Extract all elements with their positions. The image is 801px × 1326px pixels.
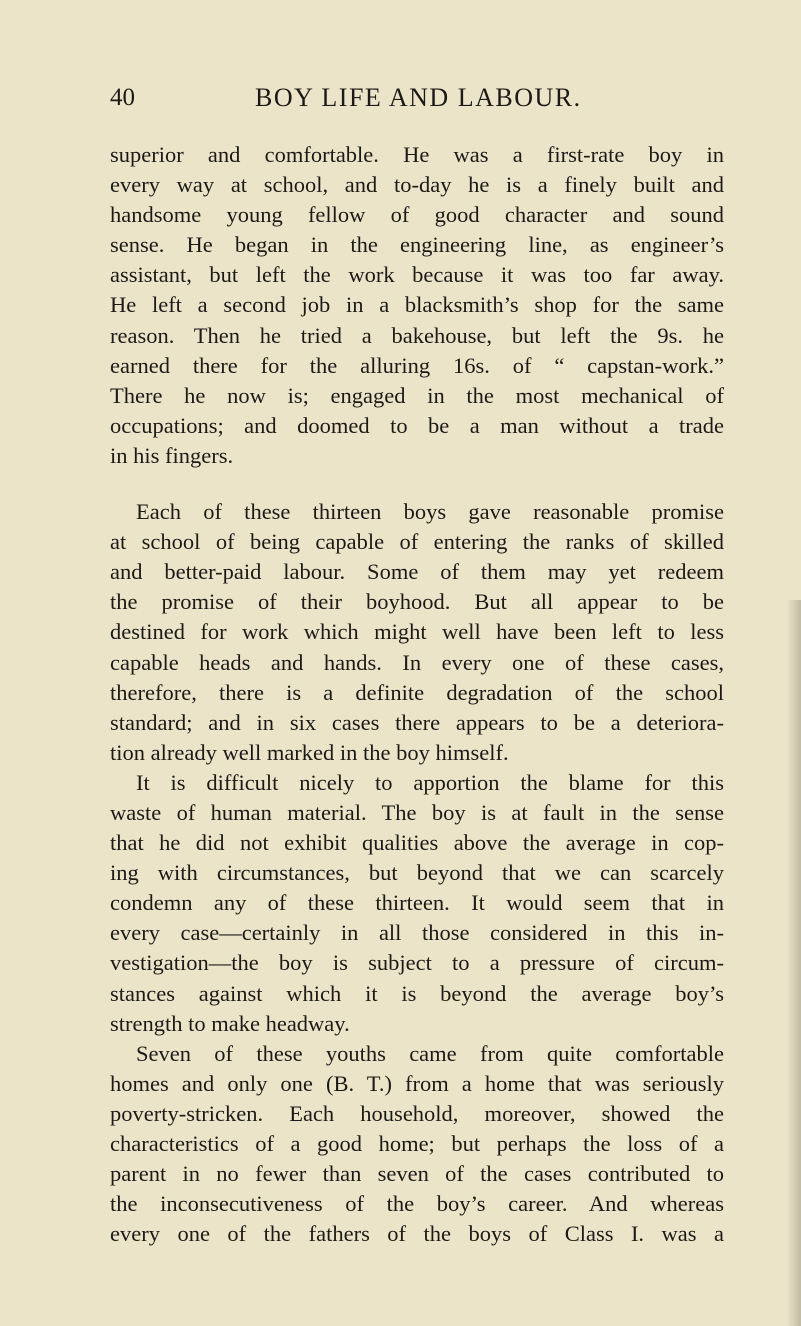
paragraph-3 [110,768,724,1039]
text-line: earned there for the alluring 16s. of “ capstan-work.” [110,352,724,378]
text-line: tion already well marked in the boy himself. [110,739,509,765]
text-line: condemn any of these thirteen. It would seem that in [110,890,724,916]
text-line: homes and only one (B. T.) from a home that was seriously [110,1070,724,1096]
text-line: Seven of these youths came from quite comfortable [136,1040,724,1066]
text-line: at school of being capable of entering the ranks of skilled [110,529,724,555]
text-line: It is difficult nicely to apportion the blame for this [136,769,724,795]
text-line: strength to make headway. [110,1010,350,1036]
page-edge-shadow [787,600,801,1326]
text-line: therefore, there is a definite degradation of the school [110,679,724,705]
text-line: in his fingers. [110,442,234,468]
text-line: every case—certainly in all those considered in this in- [110,920,724,946]
text-line: waste of human material. The boy is at fault in the sense [110,799,724,825]
text-line: superior and comfortable. He was a first-rate boy in [110,142,724,167]
page-number: 40 [110,84,135,111]
body-text [110,140,724,1249]
text-line: assistant, but left the work because it was too far away. [110,262,724,288]
paragraph-2 [110,497,724,768]
text-line: that he did not exhibit qualities above the average in cop- [110,830,724,856]
text-line: ing with circumstances, but beyond that we can scarcely [110,860,724,886]
running-head: BOY LIFE AND LABOUR. [255,83,582,112]
text-line: every one of the fathers of the boys of Class I. was a [110,1221,724,1247]
text-line: characteristics of a good home; but perhaps the loss of a [110,1131,724,1156]
text-line: vestigation—the boy is subject to a pressure of circum- [110,950,724,976]
text-line: parent in no fewer than seven of the cases contributed to [110,1161,724,1187]
text-line: destined for work which might well have been left to less [110,619,724,645]
text-line: standard; and in six cases there appears to be a deteriora- [110,709,724,735]
text-line: He left a second job in a blacksmith’s shop for the same [110,292,724,318]
paragraph-1 [110,140,724,471]
text-line: poverty-stricken. Each household, moreover, showed the [110,1100,724,1126]
text-line: reason. Then he tried a bakehouse, but left the 9s. he [110,322,724,348]
text-line: capable heads and hands. In every one of these cases, [110,649,724,675]
text-line: every way at school, and to-day he is a finely built and [110,172,724,198]
paragraph-4 [110,1039,724,1250]
text-line: and better-paid labour. Some of them may yet redeem [110,559,724,585]
text-line: the promise of their boyhood. But all appear to be [110,589,724,615]
text-line: stances against which it is beyond the average boy’s [110,980,724,1006]
text-line: occupations; and doomed to be a man without a trade [110,412,724,438]
page-header [110,78,720,118]
text-line: sense. He began in the engineering line, as engineer’s [110,232,724,258]
text-line: the inconsecutiveness of the boy’s career. And whereas [110,1191,724,1217]
text-line: Each of these thirteen boys gave reasonable promise [136,499,724,525]
paragraph-gap [110,471,724,497]
text-line: There he now is; engaged in the most mechanical of [110,382,724,408]
text-line: handsome young fellow of good character and sound [110,202,724,228]
